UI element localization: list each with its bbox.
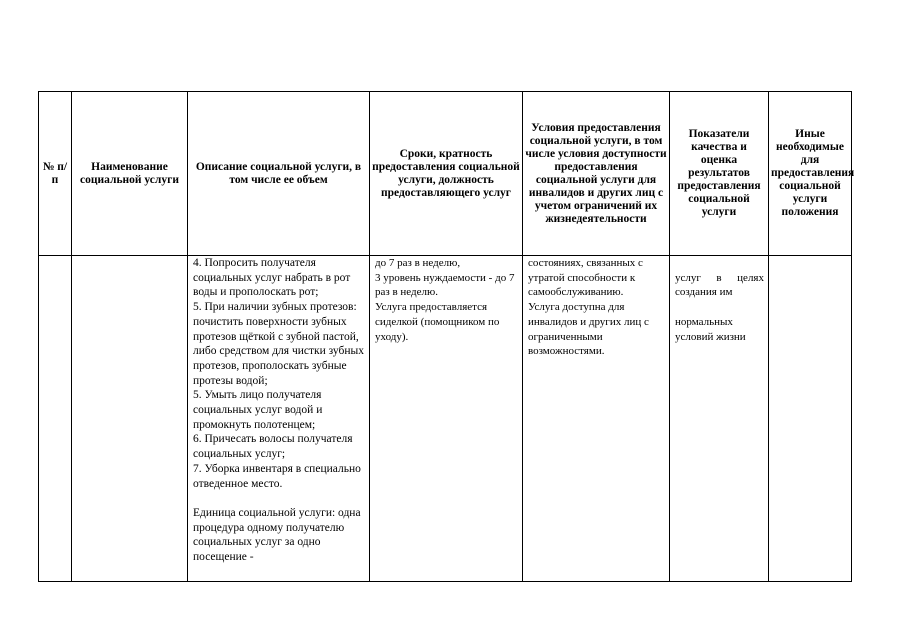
services-table — [38, 91, 855, 582]
table-row — [39, 256, 852, 582]
cell-number — [39, 256, 72, 582]
cell-description: 4. Попросить получателя социальных услуг набрать в рот воды и прополоскать рот; 5. При наличии зубных протезов: почистить поверхности зубных протезов щёткой с зубной пастой, либо средством для чистки зубных протезов, прополоскать зубные протезы водой; 5. Умыть лицо получателя социальных услуг водой и промокнуть полотенцем; 6. Причесать волосы получателя социальных услуг; 7. Уборка инвентаря в специально отведенное место. Единица социальной услуги: одна процедура одному получателю социальных услуг за одно посещение - — [188, 256, 370, 582]
header-number: № п/п — [39, 92, 72, 256]
header-service-name: Наименование социальной услуги — [72, 92, 188, 256]
quality-justified-text: услуг в целях создания им — [675, 271, 764, 299]
cell-terms: до 7 раз в неделю, 3 уровень нуждаемости - до 7 раз в неделю. Услуга предоставляется сиделкой (помощником по уходу). — [370, 256, 523, 582]
cell-service-name — [72, 256, 188, 582]
header-description: Описание социальной услуги, в том числе ее объем — [188, 92, 370, 256]
header-terms: Сроки, кратность предоставления социальной услуги, должность предоставляющего услуг — [370, 92, 523, 256]
cell-conditions: состояниях, связанных с утратой способности к самообслуживанию. Услуга доступна для инвалидов и других лиц с ограниченными возможностями. — [523, 256, 670, 582]
table-header-row — [39, 92, 852, 256]
header-quality: Показатели качества и оценка результатов предоставления социальной услуги — [670, 92, 769, 256]
header-other: Иные необходимые для предоставления социальной услуги положения — [769, 92, 852, 256]
cell-quality — [670, 256, 769, 582]
quality-text: нормальных условий жизни — [675, 315, 746, 343]
cell-other — [769, 256, 852, 582]
header-conditions: Условия предоставления социальной услуги, в том числе условия доступности предоставления социальной услуги для инвалидов и других лиц с учетом ограничений их жизнедеятельности — [523, 92, 670, 256]
